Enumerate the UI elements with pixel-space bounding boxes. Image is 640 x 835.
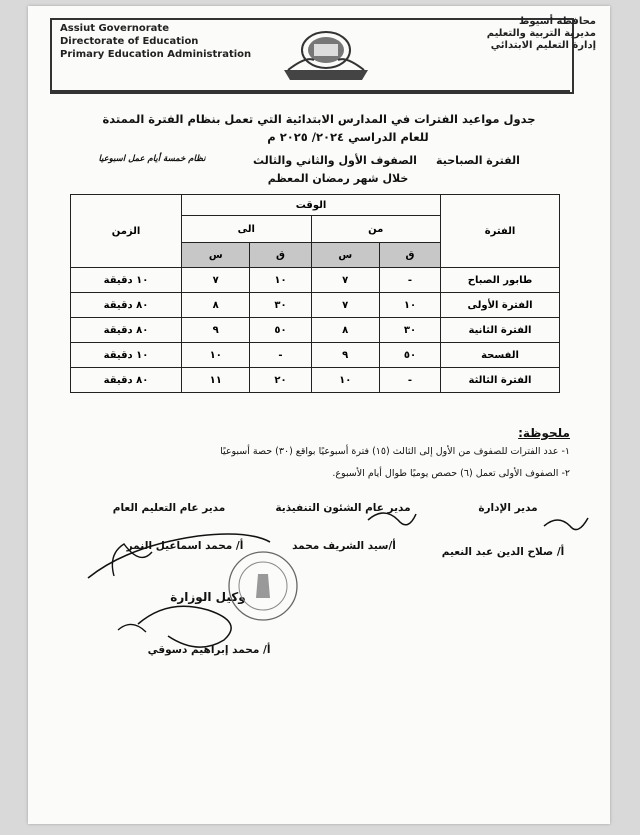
row-from-min: ١٠ xyxy=(379,293,440,318)
header-en-line2: Directorate of Education xyxy=(60,36,199,47)
row-to-min: ٥٠ xyxy=(250,318,311,343)
header-period: الفترة xyxy=(441,195,560,268)
header-ar-line2: مديرية التربية والتعليم xyxy=(486,28,596,39)
row-from-hour: ٨ xyxy=(311,318,379,343)
row-period: الفسحة xyxy=(441,343,560,368)
header-from: من xyxy=(311,216,440,243)
row-period: الفترة الأولى xyxy=(441,293,560,318)
row-period: الفترة الثانية xyxy=(441,318,560,343)
header-to-hour: س xyxy=(182,243,250,268)
row-to-hour: ١١ xyxy=(182,368,250,393)
deputy-title: وكيل الوزارة xyxy=(170,590,246,604)
handwritten-signatures-icon xyxy=(48,6,608,686)
row-to-hour: ٧ xyxy=(182,268,250,293)
row-period: الفترة الثالثة xyxy=(441,368,560,393)
grades-label: الصفوف الأول والثاني والثالث xyxy=(253,154,417,167)
header-to: الى xyxy=(182,216,312,243)
row-to-min: ٢٠ xyxy=(250,368,311,393)
row-from-hour: ١٠ xyxy=(311,368,379,393)
row-from-hour: ٧ xyxy=(311,268,379,293)
header-to-min: ق xyxy=(250,243,311,268)
row-to-min: ١٠ xyxy=(250,268,311,293)
row-from-hour: ٩ xyxy=(311,343,379,368)
row-from-hour: ٧ xyxy=(311,293,379,318)
exec-title: مدير عام الشئون التنفيذية xyxy=(275,502,411,514)
shift-label: الفترة الصباحية xyxy=(436,154,520,167)
row-duration: ٨٠ دقيقة xyxy=(71,368,182,393)
deputy-name: أ/ محمد إبراهيم دسوقي xyxy=(147,644,271,656)
general-title: مدير عام التعليم العام xyxy=(112,502,226,514)
admin-name: أ/ صلاح الدين عبد النعيم xyxy=(441,546,565,558)
row-to-hour: ١٠ xyxy=(182,343,250,368)
exec-name: أ/سيد الشريف محمد xyxy=(292,540,396,552)
header-from-hour: س xyxy=(311,243,379,268)
row-from-min: ٥٠ xyxy=(379,343,440,368)
title-line1: جدول مواعيد الفترات في المدارس الابتدائية التي تعمل بنظام الفترة الممتدة xyxy=(102,112,536,126)
row-from-min: - xyxy=(379,368,440,393)
row-duration: ١٠ دقيقة xyxy=(71,343,182,368)
row-to-min: - xyxy=(250,343,311,368)
header-time: الوقت xyxy=(182,195,441,216)
row-to-min: ٣٠ xyxy=(250,293,311,318)
row-duration: ٨٠ دقيقة xyxy=(71,293,182,318)
ramadan-label: خلال شهر رمضان المعظم xyxy=(267,172,409,185)
system-label: نظام خمسة أيام عمل اسبوعيا xyxy=(98,154,206,164)
header-from-min: ق xyxy=(379,243,440,268)
row-to-hour: ٨ xyxy=(182,293,250,318)
row-period: طابور الصباح xyxy=(441,268,560,293)
admin-title: مدير الإدارة xyxy=(478,502,538,514)
row-from-min: ٣٠ xyxy=(379,318,440,343)
row-to-hour: ٩ xyxy=(182,318,250,343)
row-duration: ١٠ دقيقة xyxy=(71,268,182,293)
general-name: أ/ محمد اسماعيل النمر xyxy=(126,540,244,552)
header-en-line3: Primary Education Administration xyxy=(60,49,252,60)
document-page xyxy=(28,6,610,824)
note-2: ٢- الصفوف الأولى تعمل (٦) حصص يوميًا طوال أيام الأسبوع. xyxy=(332,468,570,479)
header-en-line1: Assiut Governorate xyxy=(60,23,169,34)
notes-heading: ملحوظة: xyxy=(518,426,570,440)
row-duration: ٨٠ دقيقة xyxy=(71,318,182,343)
title-line2: للعام الدراسي ٢٠٢٤/ ٢٠٢٥ م xyxy=(267,130,429,144)
note-1: ١- عدد الفترات للصفوف من الأول إلى الثالث (١٥) فترة أسبوعيًا بواقع (٣٠) حصة أسبوعيًا xyxy=(220,446,570,457)
row-from-min: - xyxy=(379,268,440,293)
header-duration: الزمن xyxy=(71,195,182,268)
header-ar-line1: محافظة أسيوط xyxy=(519,16,596,27)
header-ar-line3: إدارة التعليم الابتدائي xyxy=(490,40,596,51)
